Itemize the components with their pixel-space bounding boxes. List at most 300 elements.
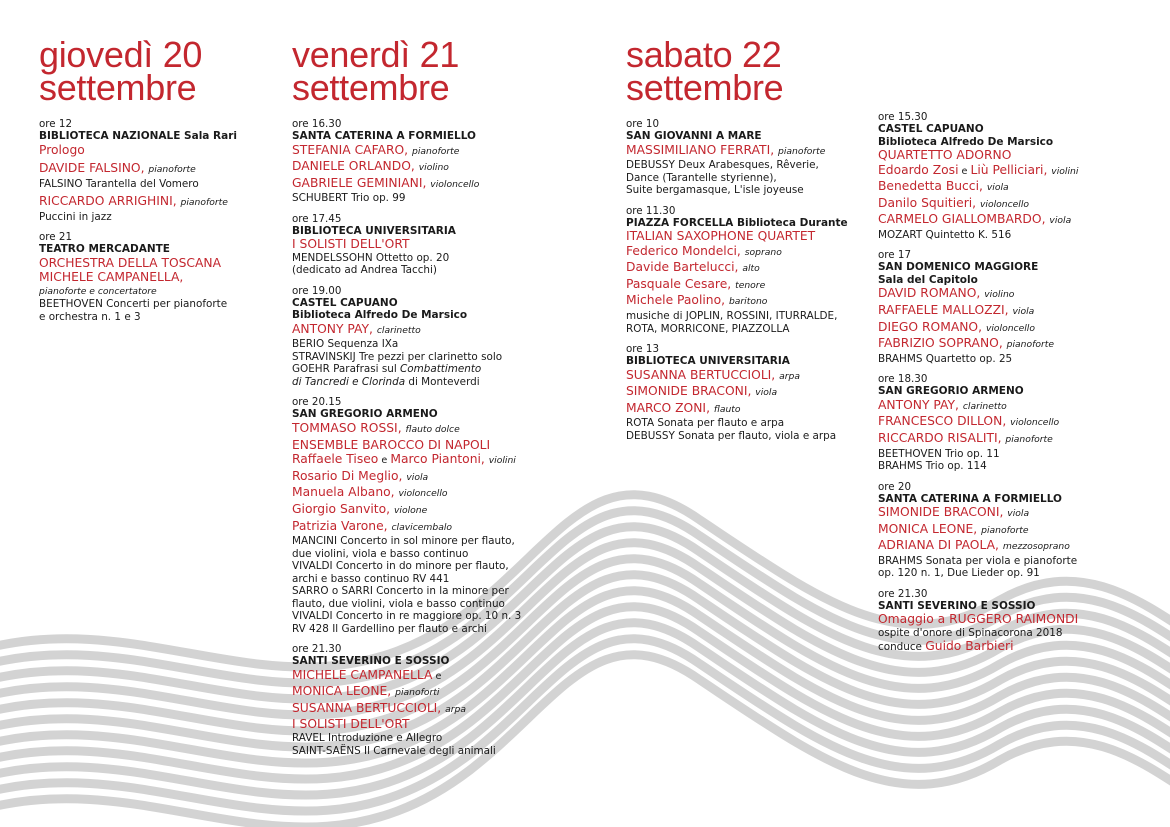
performer-name: DIEGO ROMANO	[878, 319, 979, 334]
program-text: BERIO Sequenza IXa	[292, 338, 399, 351]
performer-name: MICHELE CAMPANELLA	[292, 667, 433, 682]
program-line	[878, 555, 1128, 568]
performer-name: SUSANNA BERTUCCIOLI	[626, 367, 772, 382]
performer-name: ,	[390, 485, 399, 500]
performer-line	[292, 684, 552, 701]
venue-text: SANTA CATERINA A FORMIELLO	[878, 492, 1062, 505]
program-line	[292, 560, 552, 573]
performer-line	[292, 237, 552, 252]
instrument-role: violoncello	[398, 488, 448, 500]
event-block	[626, 118, 866, 197]
event-venue	[878, 261, 1128, 274]
program-line	[292, 598, 552, 611]
performer-line	[878, 336, 1128, 353]
venue-text: SANTA CATERINA A FORMIELLO	[292, 130, 476, 142]
program-text: MANCINI Concerto in sol minore per flauto,	[292, 535, 515, 548]
program-line	[626, 323, 866, 336]
performer-line	[292, 502, 552, 519]
performer-name: DAVID ROMANO	[878, 286, 977, 301]
performer-name: ,	[706, 400, 714, 415]
performer-line	[292, 469, 552, 486]
program-text: BRAHMS Sonata per viola e pianoforte	[878, 554, 1078, 567]
instrument-role: clarinetto	[376, 324, 421, 336]
event-time: ore 21	[39, 231, 73, 244]
event-time: ore 20.15	[292, 396, 342, 409]
performer-name: ,	[410, 159, 419, 174]
performer-name: RAFFAELE MALLOZZI	[878, 303, 1005, 318]
instrument-role: soprano	[744, 246, 782, 258]
program-line	[626, 159, 866, 172]
performer-line	[39, 270, 279, 285]
program-line	[292, 264, 552, 277]
performer-name: ,	[398, 468, 407, 483]
work-title: Combattimento	[400, 363, 482, 376]
program-line	[292, 252, 552, 265]
program-text: Dance (Tarantelle styrienne),	[626, 171, 777, 184]
instrument-role: violoncello	[985, 322, 1035, 334]
performer-name: MONICA LEONE	[878, 521, 974, 536]
performer-name: ,	[404, 142, 412, 157]
performer-name: ,	[369, 321, 377, 336]
performer-name: ,	[172, 194, 181, 209]
day-heading-thursday: giovedì 20 settembre	[39, 34, 203, 108]
instrument-role: arpa	[779, 370, 800, 382]
program-line	[626, 310, 866, 323]
performer-name: ,	[747, 384, 756, 399]
instrument-role: viola	[1007, 508, 1030, 520]
performer-line	[292, 176, 552, 193]
performer-name: ,	[387, 684, 396, 699]
instrument-role: alto	[742, 263, 760, 275]
program-line	[626, 184, 866, 197]
program-line	[39, 298, 279, 311]
performer-name: ,	[1004, 303, 1013, 318]
performer-name: MARCO ZONI	[626, 400, 707, 415]
performer-name: ,	[955, 397, 963, 412]
program-text: STRAVINSKIJ Tre pezzi per clarinetto solo	[292, 350, 503, 363]
instrument-role: pianoforte	[1006, 339, 1055, 351]
instrument-role: pianoforte	[148, 164, 196, 176]
event-venue	[292, 225, 552, 238]
instrument-role: flauto dolce	[405, 423, 460, 435]
program-text: DEBUSSY Deux Arabesques, Rêverie,	[626, 159, 819, 172]
program-text: MOZART Quintetto K. 516	[878, 228, 1012, 241]
performer-name: ,	[1002, 414, 1011, 429]
performer-name: MICHELE CAMPANELLA	[39, 270, 180, 285]
event-block	[878, 111, 1128, 241]
event-time: ore 18.30	[878, 373, 928, 386]
performer-name: Liù Pelliciari	[970, 162, 1044, 177]
performer-name: FABRIZIO SOPRANO	[878, 336, 999, 351]
performer-line	[878, 196, 1128, 213]
performer-line	[878, 414, 1128, 431]
event-venue	[626, 355, 866, 368]
instrument-role: mezzosoprano	[1002, 541, 1070, 553]
program-text: MENDELSSOHN Ottetto op. 20	[292, 251, 450, 264]
performer-line	[878, 522, 1128, 539]
performer-line	[292, 701, 552, 718]
event-block	[626, 343, 866, 442]
instrument-role: viola	[1012, 306, 1035, 318]
performer-line	[626, 260, 866, 277]
program-line	[292, 623, 552, 636]
instrument-role: pianoforte	[180, 197, 228, 209]
performer-name: ,	[383, 518, 392, 533]
performer-name: Omaggio a RUGGERO RAIMONDI	[878, 612, 1079, 627]
event-block	[878, 481, 1128, 580]
program-line	[878, 448, 1128, 461]
performer-name: ,	[771, 367, 780, 382]
event-venue	[626, 217, 866, 230]
program-line	[878, 567, 1128, 580]
performer-name: Danilo Squitieri	[878, 195, 973, 210]
event-venue	[292, 408, 552, 421]
performer-name: ,	[721, 293, 729, 308]
performer-name: ,	[734, 260, 743, 275]
program-line	[39, 178, 279, 191]
instrument-role: violino	[984, 289, 1015, 301]
performer-name: RICCARDO RISALITI	[878, 431, 998, 446]
performer-name: ,	[179, 270, 184, 285]
venue-text: CASTEL CAPUANO	[292, 296, 398, 309]
event-venue	[292, 309, 552, 322]
performer-line	[39, 194, 279, 211]
performer-name: MASSIMILIANO FERRATI	[626, 142, 771, 157]
event-time: ore 21.30	[878, 587, 928, 600]
performer-name: ,	[999, 505, 1008, 520]
event-venue	[39, 130, 279, 143]
program-text: RV 428 Il Gardellino per flauto e archi	[292, 622, 487, 635]
event-venue	[878, 136, 1128, 149]
performer-line	[292, 717, 552, 732]
performer-name: DAVIDE FALSINO	[39, 161, 141, 176]
performer-name: ,	[972, 195, 980, 210]
performer-name: Patrizia Varone	[292, 518, 384, 533]
venue-text: SANTI SEVERINO E SOSSIO	[878, 599, 1036, 612]
instrument-role: violino	[418, 162, 449, 174]
performer-name: ,	[386, 501, 394, 516]
program-line	[292, 535, 552, 548]
program-text: archi e basso continuo RV 441	[292, 572, 450, 585]
performer-name: RICCARDO ARRIGHINI	[39, 194, 173, 209]
performer-name: ,	[480, 452, 489, 467]
program-text: e orchestra n. 1 e 3	[39, 310, 141, 323]
venue-text: Biblioteca Alfredo De Marsico	[878, 135, 1054, 148]
program-line	[39, 285, 279, 299]
venue-text: PIAZZA FORCELLA Biblioteca Durante	[626, 216, 848, 229]
instrument-role: flauto	[713, 403, 741, 415]
program-line	[292, 192, 552, 205]
performer-name: DANIELE ORLANDO	[292, 159, 411, 174]
venue-text: TEATRO MERCADANTE	[39, 243, 170, 256]
program-text: due violini, viola e basso continuo	[292, 547, 469, 560]
event-block	[292, 118, 552, 205]
performer-line	[878, 163, 1128, 180]
performer-name: ORCHESTRA DELLA TOSCANA	[39, 255, 222, 270]
program-line	[878, 229, 1128, 242]
event-venue	[878, 385, 1128, 398]
event-block	[292, 396, 552, 635]
event-block	[626, 205, 866, 335]
program-text: ROTA, MORRICONE, PIAZZOLLA	[626, 322, 790, 335]
program-text: VIVALDI Concerto in re maggiore op. 10 n. 3	[292, 610, 522, 623]
event-venue	[292, 130, 552, 143]
performer-name: ,	[1043, 162, 1052, 177]
venue-text: SAN GREGORIO ARMENO	[292, 408, 438, 421]
event-time: ore 11.30	[626, 204, 676, 217]
performer-name: ANTONY PAY	[878, 397, 956, 412]
performer-name: Rosario Di Meglio	[292, 468, 399, 483]
event-time: ore 17	[878, 249, 912, 262]
program-text: op. 120 n. 1, Due Lieder op. 91	[878, 567, 1040, 580]
instrument-role: pianoforte	[1005, 434, 1053, 446]
program-line	[292, 610, 552, 623]
performer-name: Federico Mondelci	[626, 243, 737, 258]
event-block	[39, 231, 279, 323]
program-text: SARRO o SARRI Concerto in la minore per	[292, 585, 509, 598]
performer-name: TOMMASO ROSSI	[292, 420, 398, 435]
venue-text: SAN GIOVANNI A MARE	[626, 130, 762, 142]
performer-line	[878, 148, 1128, 163]
venue-text: BIBLIOTECA UNIVERSITARIA	[292, 224, 456, 237]
event-venue	[292, 297, 552, 310]
performer-line	[292, 668, 552, 685]
performer-name: Davide Bartelucci	[626, 260, 735, 275]
performer-line	[878, 505, 1128, 522]
performer-name: I SOLISTI DELL'ORT	[292, 237, 410, 252]
performer-name: ITALIAN SAXOPHONE QUARTET	[626, 229, 816, 244]
event-venue	[878, 274, 1128, 287]
performer-name: Edoardo Zosi	[878, 162, 959, 177]
performer-name: ,	[998, 336, 1007, 351]
program-text: DEBUSSY Sonata per flauto, viola e arpa	[626, 429, 837, 442]
venue-text: SAN DOMENICO MAGGIORE	[878, 261, 1039, 274]
instrument-role: baritono	[728, 296, 768, 308]
performer-line	[878, 398, 1128, 415]
event-venue	[878, 600, 1128, 613]
event-time: ore 17.45	[292, 212, 342, 225]
instrument-role: viola	[1049, 215, 1072, 227]
performer-line	[292, 485, 552, 502]
performer-name: SIMONIDE BRACONI	[878, 505, 1000, 520]
performer-name: ADRIANA DI PAOLA	[878, 538, 996, 553]
program-text: di Monteverdi	[405, 375, 480, 388]
instrument-role: clavicembalo	[391, 521, 453, 533]
performer-line	[292, 452, 552, 469]
column-saturday-continued	[878, 111, 1128, 653]
performer-name: ,	[736, 243, 745, 258]
instrument-role: tenore	[735, 279, 766, 291]
instrument-role: violoncello	[430, 178, 480, 190]
performer-line	[292, 438, 552, 453]
program-text: BRAHMS Trio op. 114	[878, 460, 987, 473]
performer-name: ,	[437, 700, 446, 715]
program-text: BRAHMS Quartetto op. 25	[878, 352, 1013, 365]
program-line	[292, 585, 552, 598]
program-line	[878, 353, 1128, 366]
performer-line	[626, 143, 866, 160]
performer-name: CARMELO GIALLOMBARDO	[878, 212, 1042, 227]
instrument-role: violini	[1051, 165, 1079, 177]
performer-line	[878, 286, 1128, 303]
column-friday	[292, 34, 552, 757]
performer-name: ,	[995, 538, 1003, 553]
performer-name: Manuela Albano	[292, 485, 391, 500]
event-block	[292, 285, 552, 389]
instrument-role: violoncello	[980, 198, 1030, 210]
event-time: ore 19.00	[292, 284, 342, 297]
instrument-role: viola	[406, 471, 429, 483]
event-block	[878, 588, 1128, 653]
event-time: ore 13	[626, 343, 660, 356]
performer-line	[626, 229, 866, 244]
performer-line	[878, 431, 1128, 448]
performer-line	[626, 244, 866, 261]
performer-name: MONICA LEONE	[292, 684, 388, 699]
instrument-role: pianoforte	[778, 145, 826, 157]
performer-line	[626, 368, 866, 385]
event-venue	[878, 493, 1128, 506]
performer-name: ,	[997, 431, 1006, 446]
instrument-role: violoncello	[1010, 417, 1060, 429]
performer-line	[878, 303, 1128, 320]
performer-name: ,	[973, 521, 982, 536]
program-text: GOEHR Parafrasi sul	[292, 363, 401, 376]
event-block	[878, 249, 1128, 365]
instrument-role: clarinetto	[962, 400, 1007, 412]
performer-name: ,	[422, 175, 431, 190]
program-text: musiche di JOPLIN, ROSSINI, ITURRALDE,	[626, 310, 838, 323]
program-line	[878, 640, 1128, 654]
performer-name: Benedetta Bucci	[878, 179, 979, 194]
performer-line	[292, 519, 552, 536]
program-text: BEETHOVEN Trio op. 11	[878, 447, 1000, 460]
program-line	[292, 363, 552, 376]
event-time: ore 15.30	[878, 111, 928, 123]
column-saturday	[626, 34, 866, 442]
performer-name: Prologo	[39, 142, 85, 157]
program-text: flauto, due violini, viola e basso continuo	[292, 597, 505, 610]
performer-name: ,	[978, 319, 986, 334]
conjunction: e	[432, 670, 442, 682]
venue-text: BIBLIOTECA UNIVERSITARIA	[626, 355, 790, 368]
performer-name: Marco Piantoni	[390, 452, 481, 467]
performer-line	[292, 159, 552, 176]
event-venue	[292, 655, 552, 668]
program-text: RAVEL Introduzione e Allegro	[292, 732, 443, 744]
program-text: conduce	[878, 640, 926, 653]
event-time: ore 21.30	[292, 643, 342, 656]
program-text: FALSINO Tarantella del Vomero	[39, 177, 199, 190]
program-line	[39, 311, 279, 324]
program-line	[39, 211, 279, 224]
instrument-role: violini	[488, 455, 516, 467]
performer-line	[878, 612, 1128, 627]
program-line	[292, 548, 552, 561]
performer-name: ,	[140, 161, 149, 176]
program-text: Suite bergamasque, L'isle joyeuse	[626, 184, 804, 197]
performer-name: ENSEMBLE BAROCCO DI NAPOLI	[292, 437, 491, 452]
performer-line	[39, 161, 279, 178]
day-heading-friday: venerdì 21 settembre	[292, 34, 460, 108]
program-line	[626, 430, 866, 443]
performer-name: I SOLISTI DELL'ORT	[292, 717, 410, 732]
performer-line	[39, 143, 279, 158]
performer-line	[292, 421, 552, 438]
performer-line	[626, 401, 866, 418]
performer-name: ,	[770, 142, 779, 157]
venue-text: Biblioteca Alfredo De Marsico	[292, 309, 468, 322]
performer-name: ,	[976, 286, 985, 301]
performer-line	[626, 384, 866, 401]
instrument-role: viola	[755, 387, 778, 399]
venue-text: Sala del Capitolo	[878, 273, 978, 286]
event-block	[39, 118, 279, 223]
performer-name: Raffaele Tiseo	[292, 452, 379, 467]
program-line	[292, 745, 552, 758]
program-line	[626, 417, 866, 430]
venue-text: SAN GREGORIO ARMENO	[878, 385, 1024, 398]
instrument-role: viola	[986, 182, 1009, 194]
instrument-role: pianoforte e concertatore	[39, 285, 157, 297]
event-time: ore 12	[39, 118, 73, 130]
event-time: ore 10	[626, 118, 660, 130]
instrument-role: pianoforte	[981, 524, 1029, 536]
performer-name: ,	[979, 179, 987, 194]
performer-name: QUARTETTO ADORNO	[878, 148, 1012, 162]
performer-name: SUSANNA BERTUCCIOLI	[292, 700, 438, 715]
event-block	[292, 643, 552, 757]
performer-line	[292, 143, 552, 160]
performer-line	[878, 212, 1128, 229]
day-heading-saturday: sabato 22 settembre	[626, 34, 784, 108]
performer-name: SIMONIDE BRACONI	[626, 384, 748, 399]
performer-line	[878, 320, 1128, 337]
venue-text: BIBLIOTECA NAZIONALE Sala Rari	[39, 130, 237, 142]
event-time: ore 16.30	[292, 118, 342, 130]
instrument-role: arpa	[445, 703, 466, 715]
column-thursday	[39, 34, 279, 323]
program-text: VIVALDI Concerto in do minore per flauto,	[292, 560, 509, 573]
venue-text: CASTEL CAPUANO	[878, 123, 984, 135]
conjunction: e	[958, 165, 971, 177]
performer-name: ,	[1041, 212, 1050, 227]
performer-name: Michele Paolino	[626, 293, 722, 308]
instrument-role: violone	[393, 504, 428, 516]
program-text: Puccini in jazz	[39, 210, 112, 223]
performer-name: FRANCESCO DILLON	[878, 414, 1003, 429]
performer-line	[39, 256, 279, 271]
program-line	[292, 732, 552, 745]
performer-name: Giorgio Sanvito	[292, 501, 387, 516]
program-text: ospite d'onore di Spinacorona 2018	[878, 627, 1063, 639]
program-text: SAINT-SAËNS Il Carnevale degli animali	[292, 744, 496, 757]
program-line	[626, 172, 866, 185]
program-line	[292, 376, 552, 389]
work-title: di Tancredi e Clorinda	[292, 375, 406, 388]
instrument-role: pianoforti	[395, 687, 440, 699]
program-text: BEETHOVEN Concerti per pianoforte	[39, 298, 228, 311]
event-block	[878, 373, 1128, 472]
venue-text: SANTI SEVERINO E SOSSIO	[292, 655, 450, 668]
performer-name: ,	[397, 420, 406, 435]
event-venue	[878, 123, 1128, 136]
performer-line	[878, 179, 1128, 196]
performer-line	[292, 322, 552, 339]
program-line	[292, 351, 552, 364]
program-text: (dedicato ad Andrea Tacchi)	[292, 264, 437, 277]
program-line	[878, 460, 1128, 473]
